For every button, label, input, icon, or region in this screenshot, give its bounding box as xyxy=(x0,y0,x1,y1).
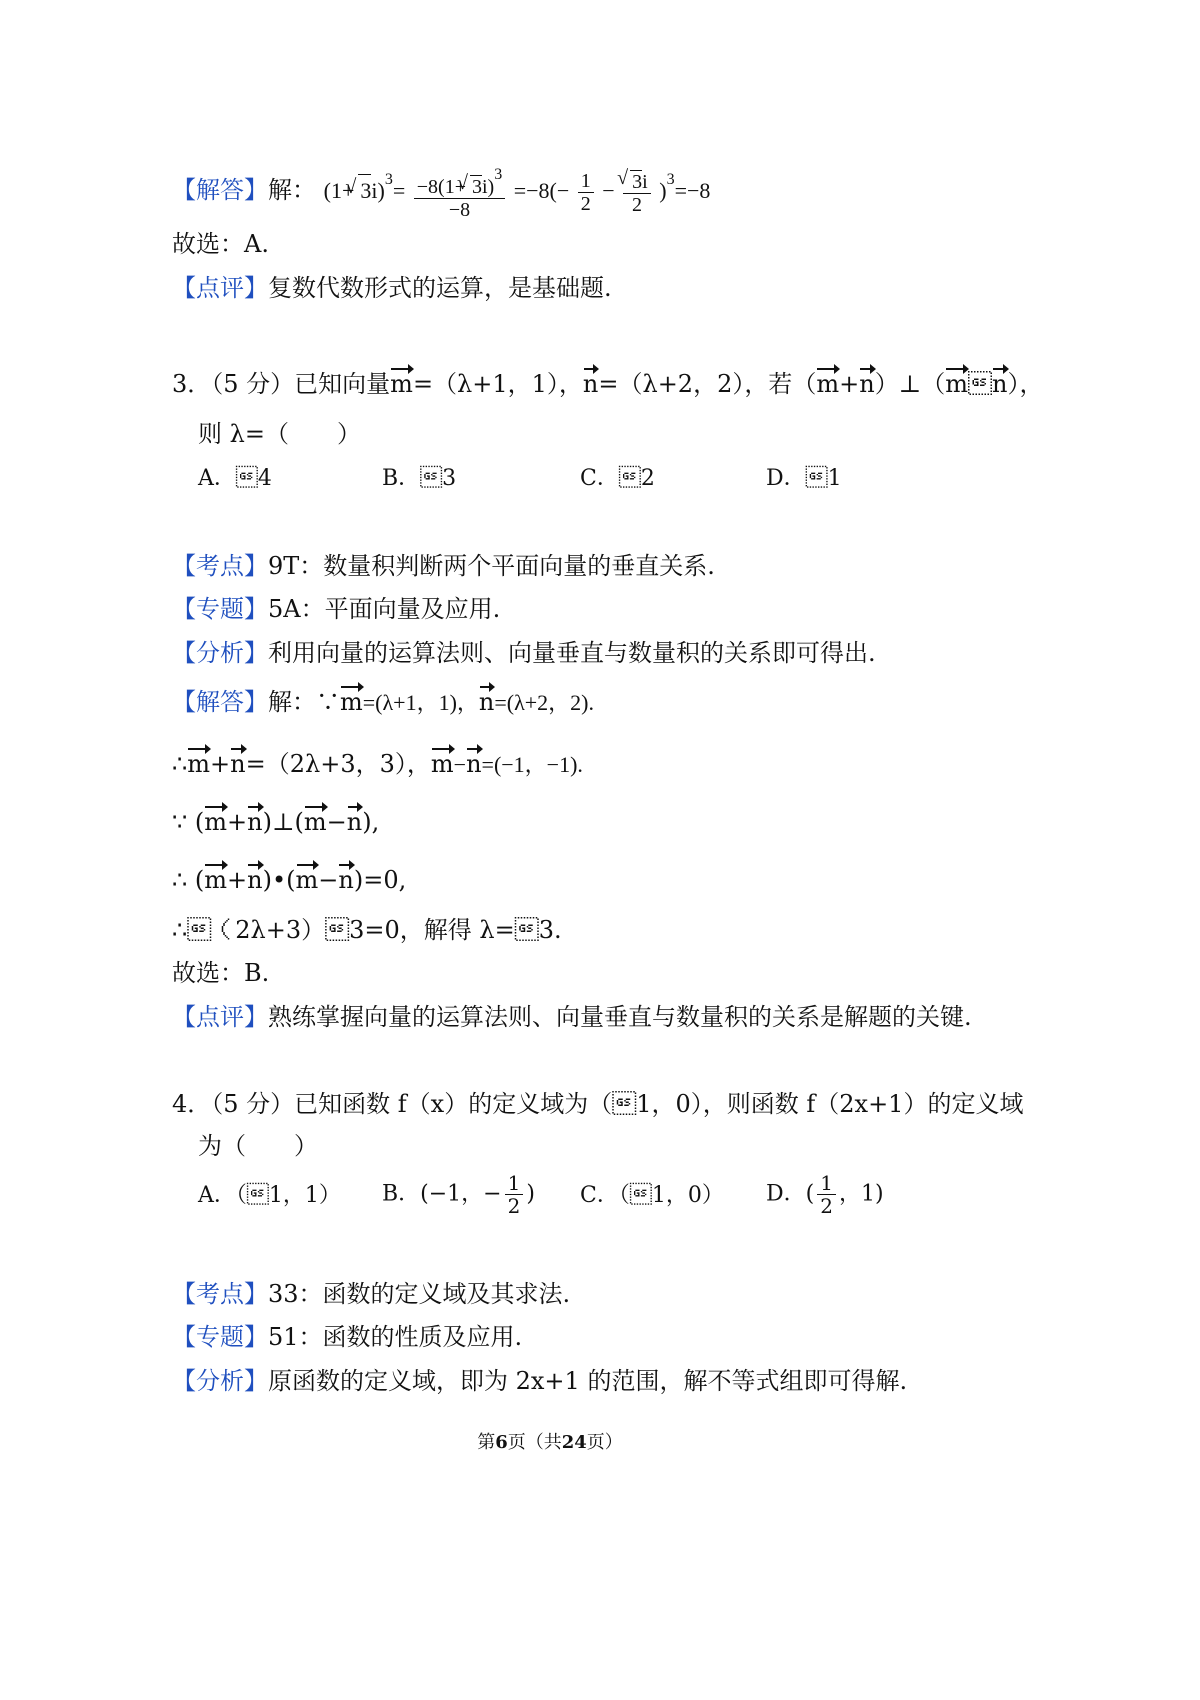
q3-option-a: A． 4 xyxy=(198,466,272,491)
q4-fenxi: 【分析】原函数的定义域，即为 2x+1 的范围，解不等式组即可得解. xyxy=(172,1367,908,1395)
page-number: 6 xyxy=(495,1432,508,1453)
prev-answer-line: 【解答】解： (1+√ 3i)$^3$= $\frac{-8(1+√ 3i)^3}{-8}$ =−8(− $\frac{1}{2}$ − √ $\frac{3i}{2}$ )$^3$=−8 xyxy=(172,164,710,221)
prev-fraction-sqrt: √ $\frac{3i}{2}$ xyxy=(623,170,651,216)
q3-option-c: C． 2 xyxy=(580,466,655,491)
q3-stem-line2: 则 λ=（ ） xyxy=(198,420,361,448)
q3-dianping: 【点评】熟练掌握向量的运算法则、向量垂直与数量积的关系是解题的关键. xyxy=(172,1003,972,1031)
q3-kaodian: 【考点】9T：数量积判断两个平面向量的垂直关系. xyxy=(172,552,715,580)
q3-guxuan: 故选：B. xyxy=(172,959,270,987)
q4-stem-line1: 4．（5 分）已知函数 f（x）的定义域为（ 1，0），则函数 f（2x+1）的定义域 xyxy=(172,1090,1024,1118)
q3-solution-2: ∴m+n=（2λ+3，3），m−n=(−1，−1). xyxy=(172,750,583,778)
q4-zhuanti: 【专题】51：函数的性质及应用. xyxy=(172,1323,523,1351)
q3-option-b: B． 3 xyxy=(382,466,457,491)
prev-dianping: 【点评】复数代数形式的运算，是基础题. xyxy=(172,274,612,302)
tag-jieda: 【解答】 xyxy=(172,176,268,204)
q3-solution-1: 【解答】解：∵m=(λ+1，1)，n=(λ+2，2). xyxy=(172,688,595,716)
q3-zhuanti: 【专题】5A：平面向量及应用. xyxy=(172,595,501,623)
q4-stem-line2: 为（ ） xyxy=(198,1132,318,1160)
q3-solution-4: ∴ (m+n)•(m−n)=0, xyxy=(172,866,407,894)
prev-guxuan: 故选：A. xyxy=(172,230,269,258)
prev-fraction-1: $\frac{-8(1+√ 3i)^3}{-8}$ xyxy=(414,164,505,221)
q4-option-d: D．( $\frac{1}{2}$ ，1) xyxy=(766,1171,884,1218)
q4-option-c: C．（ 1，0） xyxy=(580,1183,724,1208)
page-total: 24 xyxy=(561,1432,587,1453)
q3-stem-line1: 3．（5 分）已知向量m=（λ+1，1），n=（λ+2，2），若（m+n）⊥（m n）， xyxy=(172,370,1044,398)
q3-solution-3: ∵ (m+n)⊥(m−n), xyxy=(172,808,380,836)
q3-option-d: D． 1 xyxy=(766,466,842,491)
q4-kaodian: 【考点】33：函数的定义域及其求法. xyxy=(172,1280,571,1308)
q4-option-a: A．（ 1，1） xyxy=(198,1183,341,1208)
q3-fenxi: 【分析】利用向量的运算法则、向量垂直与数量积的关系即可得出. xyxy=(172,639,876,667)
q4-option-b: B．(−1，− $\frac{1}{2}$ ) xyxy=(382,1171,535,1218)
page-footer: 第6页（共24页） xyxy=(477,1432,623,1453)
prev-equation: (1+√ 3i)$^3$= $\frac{-8(1+√ 3i)^3}{-8}$ =−8(− $\frac{1}{2}$ − √ $\frac{3i}{2}$ )$^3$=−8 xyxy=(324,178,711,203)
q3-solution-5: ∴ （2λ+3） 3=0，解得 λ= 3. xyxy=(172,916,562,944)
prev-fraction-half: $\frac{1}{2}$ xyxy=(578,170,594,215)
